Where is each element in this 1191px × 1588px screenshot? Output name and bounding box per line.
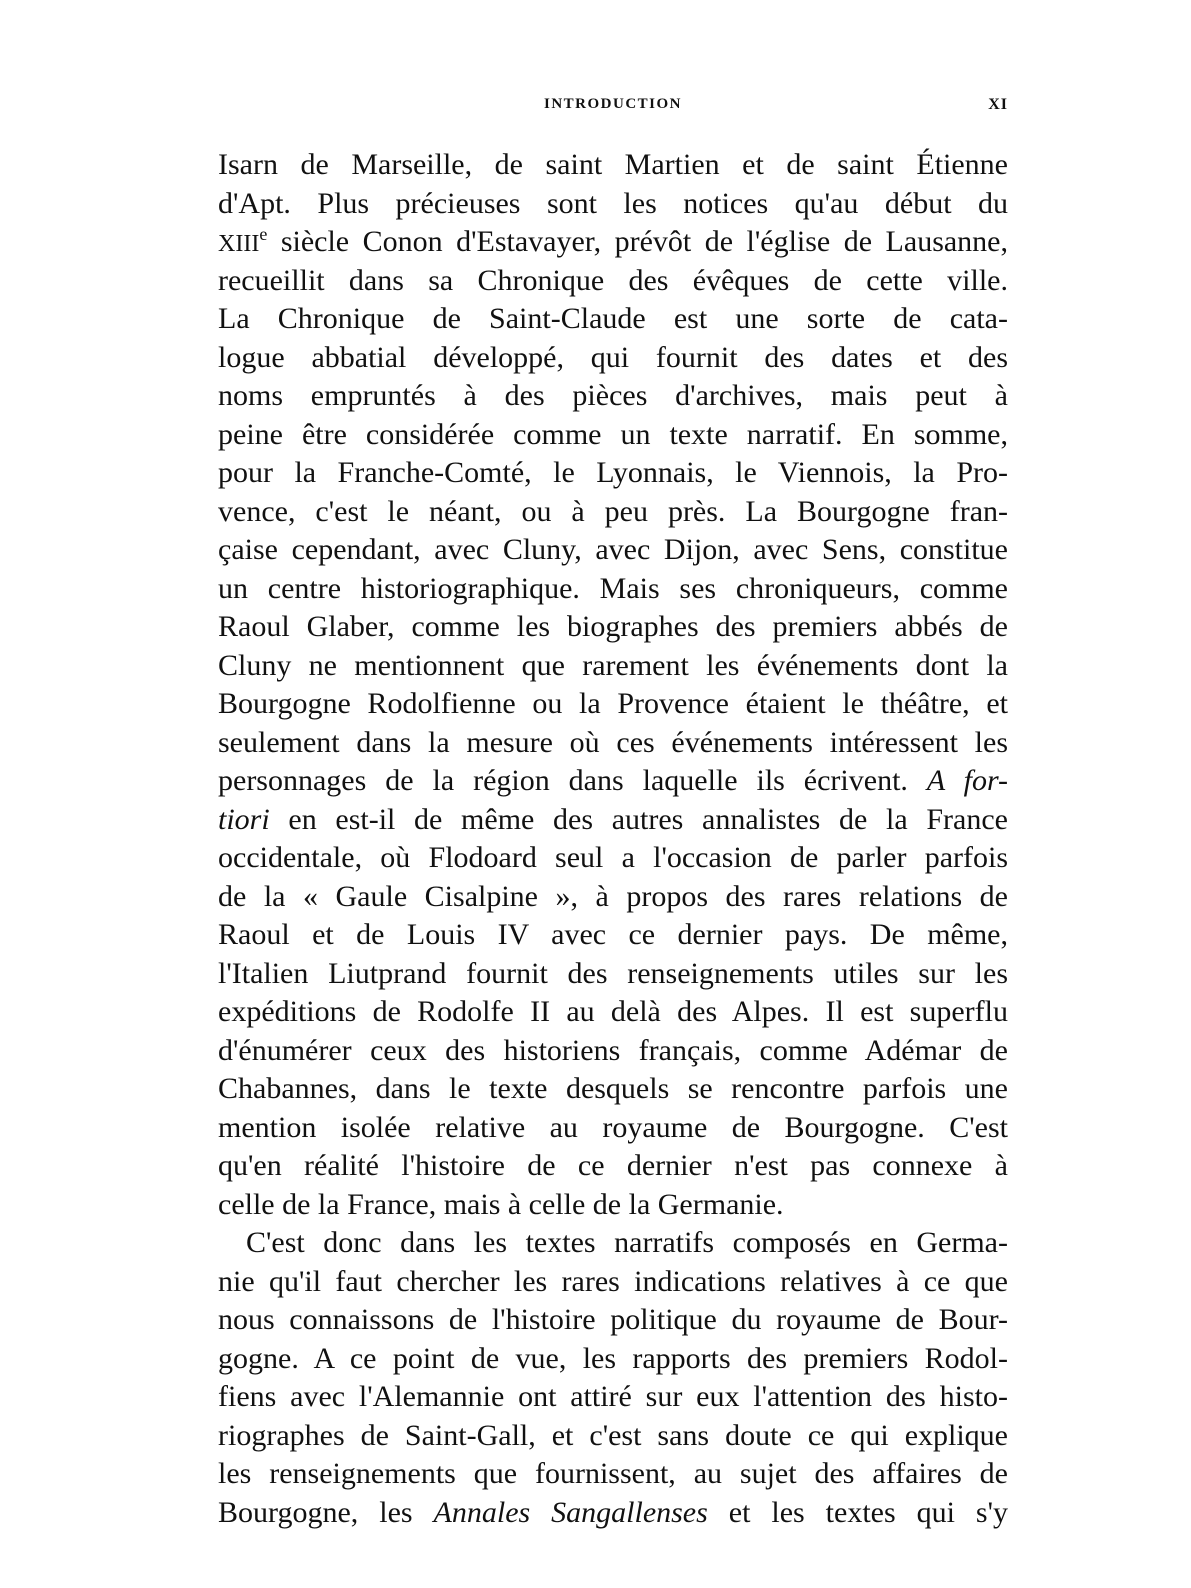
text-fragment: personnages de la région dans laquelle ils écrivent.	[218, 764, 908, 797]
text-line: Isarn de Marseille, de saint Martien et de saint Étienne	[218, 148, 1008, 181]
text-line: de la « Gaule Cisalpine », à propos des rares relations de	[218, 879, 1008, 913]
text-line: pour la Franche-Comté, le Lyonnais, le Viennois, la Pro-	[218, 456, 1008, 489]
text-line: l'Italien Liutprand fournit des renseignements utiles sur les	[218, 956, 1008, 990]
text-line	[218, 801, 1008, 840]
text-line: mention isolée relative au royaume de Bourgogne. C'est	[218, 1110, 1008, 1144]
running-header	[218, 96, 1008, 120]
century-superscript: e	[259, 224, 268, 244]
italic-phrase: A for-	[926, 764, 1008, 797]
text-line: C'est donc dans les textes narratifs composés en Germa-	[246, 1226, 1008, 1259]
text-line: d'Apt. Plus précieuses sont les notices qu'au début du	[218, 186, 1008, 220]
text-fragment: Bourgogne, les	[218, 1495, 413, 1529]
text-line: Raoul et de Louis IV avec ce dernier pays. De même,	[218, 918, 1008, 951]
century-numeral: XIII	[218, 231, 260, 257]
text-line	[218, 223, 1008, 262]
text-line: peine être considérée comme un texte narratif. En somme,	[218, 417, 1008, 451]
text-line: riographes de Saint-Gall, et c'est sans doute ce qui explique	[218, 1418, 1008, 1452]
italic-phrase: Annales Sangallenses	[433, 1495, 708, 1529]
text-line: un centre historiographique. Mais ses chroniqueurs, comme	[218, 571, 1008, 605]
text-fragment: siècle Conon d'Estavayer, prévôt de l'église de Lausanne,	[280, 225, 1008, 258]
text-line: qu'en réalité l'histoire de ce dernier n'est pas connexe à	[218, 1149, 1008, 1182]
text-line: Chabannes, dans le texte desquels se rencontre parfois une	[218, 1072, 1008, 1105]
text-line: nous connaissons de l'histoire politique du royaume de Bour-	[218, 1303, 1008, 1336]
text-line	[218, 762, 1008, 801]
page-number: XI	[988, 96, 1008, 113]
italic-phrase: tiori	[218, 802, 270, 836]
text-line: Bourgogne Rodolfienne ou la Provence étaient le théâtre, et	[218, 687, 1008, 720]
text-line: nie qu'il faut chercher les rares indications relatives à ce que	[218, 1264, 1008, 1298]
text-line: Raoul Glaber, comme les biographes des premiers abbés de	[218, 610, 1008, 643]
text-line: les renseignements que fournissent, au sujet des affaires de	[218, 1457, 1008, 1490]
text-line: çaise cependant, avec Cluny, avec Dijon, avec Sens, constitue	[218, 533, 1008, 566]
text-line: La Chronique de Saint-Claude est une sorte de cata-	[218, 302, 1008, 335]
running-title: INTRODUCTION	[543, 96, 682, 112]
text-line: gogne. A ce point de vue, les rapports des premiers Rodol-	[218, 1341, 1008, 1375]
text-line: celle de la France, mais à celle de la Germanie.	[218, 1187, 784, 1221]
text-line: logue abbatial développé, qui fournit des dates et des	[218, 340, 1008, 374]
text-line: fiens avec l'Alemannie ont attiré sur eux l'attention des histo-	[218, 1380, 1008, 1413]
text-line: noms empruntés à des pièces d'archives, mais peut à	[218, 379, 1008, 412]
text-line: seulement dans la mesure où ces événements intéressent les	[218, 725, 1008, 759]
text-line	[218, 1494, 1008, 1533]
text-line: d'énumérer ceux des historiens français, comme Adémar de	[218, 1033, 1008, 1067]
text-line: expéditions de Rodolfe II au delà des Alpes. Il est superflu	[218, 995, 1008, 1028]
text-line: vence, c'est le néant, ou à peu près. La Bourgogne fran-	[218, 494, 1008, 528]
text-fragment: en est-il de même des autres annalistes de la France	[288, 802, 1008, 836]
text-line: occidentale, où Flodoard seul a l'occasion de parler parfois	[218, 841, 1008, 874]
text-fragment: et les textes qui s'y	[728, 1495, 1008, 1529]
text-line: recueillit dans sa Chronique des évêques de cette ville.	[218, 263, 1008, 297]
body-text	[218, 146, 1008, 1532]
text-line: Cluny ne mentionnent que rarement les événements dont la	[218, 648, 1008, 682]
